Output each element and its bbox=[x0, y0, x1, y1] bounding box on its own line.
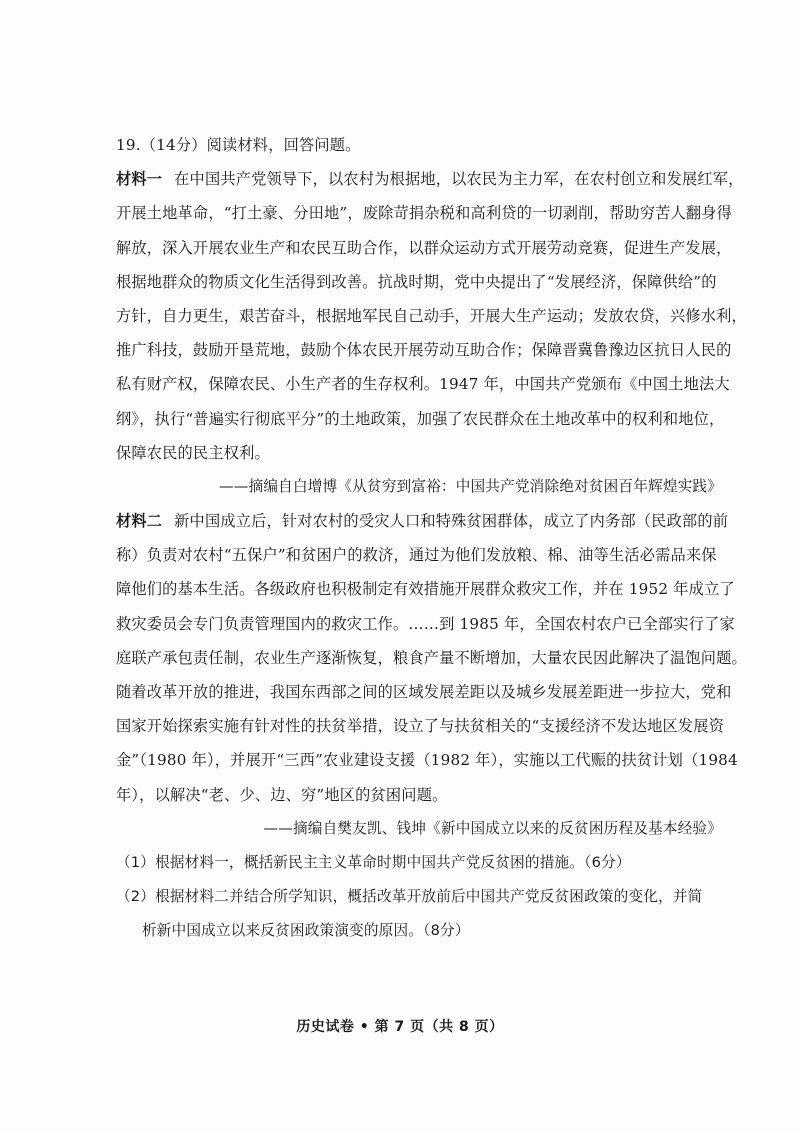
question-heading: 19.（14分）阅读材料，回答问题。 bbox=[116, 136, 361, 154]
material1-line: 纲》，执行“普遍实行彻底平分”的土地政策，加强了农民群众在土地改革中的权利和地位， bbox=[116, 409, 725, 428]
material1-line: 推广科技，鼓励开垦荒地，鼓励个体农民开展劳动互助合作；保障晋冀鲁豫边区抗日人民的 bbox=[116, 341, 732, 360]
material1-line: 私有财产权，保障农民、小生产者的生存权利。1947 年，中国共产党颁布《中国土地法大 bbox=[116, 375, 730, 394]
question-2-continued: 析新中国成立以来反贫困政策演变的原因。（8分） bbox=[142, 922, 470, 940]
material2-citation: ——摘编自樊友凯、钱坤《新中国成立以来的反贫困历程及基本经验》 bbox=[263, 819, 722, 837]
material1-label: 材料一 bbox=[116, 170, 163, 189]
material2-line: 年），以解决“老、少、边、穷”地区的贫困问题。 bbox=[116, 785, 448, 804]
material2-line: 国家开始探索实施有针对性的扶贫举措，设立了与扶贫相关的“支援经济不发达地区发展资 bbox=[116, 717, 725, 736]
page-footer: 历史试卷 • 第 7 页（共 8 页） bbox=[296, 1019, 504, 1035]
question-1: （1）根据材料一，概括新民主主义革命时期中国共产党反贫困的措施。（6分） bbox=[116, 853, 631, 871]
material1-line: 开展土地革命，“打土豪、分田地”，废除苛捐杂税和高利贷的一切剥削，帮助穷苦人翻身得 bbox=[116, 204, 733, 223]
material2-line: 救灾委员会专门负责管理国内的救灾工作。……到 1985 年，全国农村农户已全部实行了家 bbox=[116, 614, 735, 633]
material1-line: 方针，自力更生，艰苦奋斗，根据地军民自己动手，开展大生产运动；发放农贷，兴修水利， bbox=[116, 306, 747, 325]
material2-label: 材料二 bbox=[116, 512, 163, 531]
material2-line bbox=[116, 504, 729, 538]
material2-line: 庭联产承包责任制，农业生产逐渐恢复，粮食产量不断增加，大量农民因此解决了温饱问题。 bbox=[116, 648, 747, 667]
material1-line: 解放，深入开展农业生产和农民互助合作，以群众运动方式开展劳动竞赛，促进生产发展， bbox=[116, 238, 732, 257]
question-2: （2）根据材料二并结合所学知识，概括改革开放前后中国共产党反贫困政策的变化，并简 bbox=[116, 888, 703, 906]
material2-line: 金”（1980 年），并展开“三西”农业建设支援（1982 年），实施以工代赈的扶贫计划（1984 bbox=[116, 751, 738, 770]
material2-line: 随着改革开放的推进，我国东西部之间的区域发展差距以及城乡发展差距进一步拉大，党和 bbox=[116, 683, 732, 701]
material1-citation: ——摘编自白增博《从贫穷到富裕：中国共产党消除绝对贫困百年辉煌实践》 bbox=[219, 477, 722, 495]
page-content bbox=[116, 128, 747, 949]
material1-line bbox=[116, 162, 744, 196]
material2-text: 新中国成立后，针对农村的受灾人口和特殊贫困群体，成立了内务部（民政部的前 bbox=[174, 512, 729, 531]
material1-text: 在中国共产党领导下，以农村为根据地，以农民为主力军，在农村创立和发展红军， bbox=[174, 170, 744, 189]
material2-line: 称）负责对农村“五保户”和贫困户的救济，通过为他们发放粮、棉、油等生活必需品来保 bbox=[116, 546, 717, 565]
material1-line: 根据地群众的物质文化生活得到改善。抗战时期，党中央提出了“发展经济，保障供给”的 bbox=[116, 272, 717, 291]
material1-line: 保障农民的民主权利。 bbox=[116, 443, 270, 462]
material2-line: 障他们的基本生活。各级政府也积极制定有效措施开展群众救灾工作，并在 1952 年成立了 bbox=[116, 580, 735, 599]
